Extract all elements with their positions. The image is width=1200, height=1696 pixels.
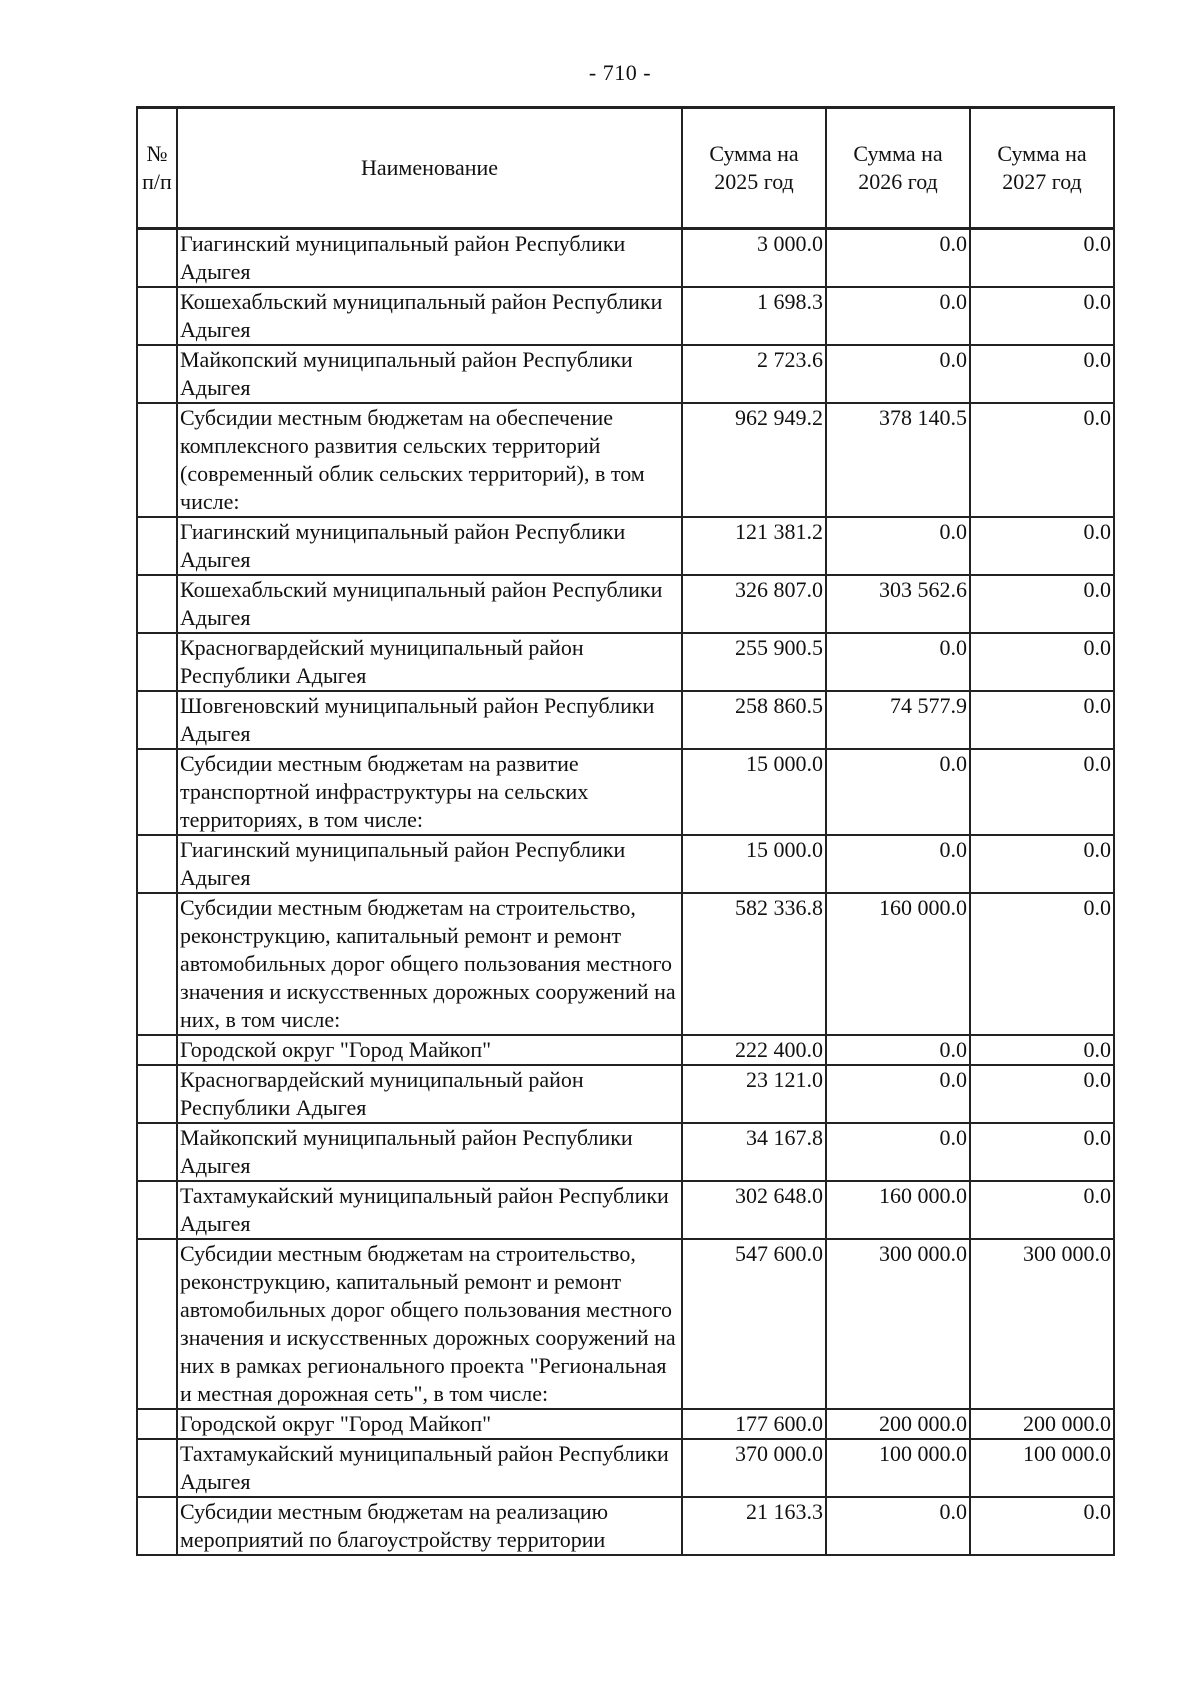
column-header-2025: Сумма на 2025 год [682, 108, 826, 229]
row-number-cell [137, 1123, 177, 1181]
amount-2027-cell: 0.0 [970, 1065, 1114, 1123]
amount-2026-cell: 200 000.0 [826, 1409, 970, 1439]
row-name-cell: Субсидии местным бюджетам на обеспечение комплексного развития сельских территорий (современный облик сельских территорий), в том числе: [177, 403, 682, 517]
table-row [137, 345, 1114, 403]
row-name-cell: Кошехабльский муниципальный район Республики Адыгея [177, 575, 682, 633]
row-name-cell: Красногвардейский муниципальный район Республики Адыгея [177, 1065, 682, 1123]
row-number-cell [137, 633, 177, 691]
row-name-cell: Кошехабльский муниципальный район Республики Адыгея [177, 287, 682, 345]
column-header-name: Наименование [177, 108, 682, 229]
amount-2027-cell: 0.0 [970, 691, 1114, 749]
amount-2026-cell: 300 000.0 [826, 1239, 970, 1409]
table-row [137, 691, 1114, 749]
amount-2026-cell: 303 562.6 [826, 575, 970, 633]
row-name-cell: Тахтамукайский муниципальный район Республики Адыгея [177, 1181, 682, 1239]
amount-2027-cell: 0.0 [970, 835, 1114, 893]
amount-2026-cell: 0.0 [826, 517, 970, 575]
row-name-cell: Субсидии местным бюджетам на развитие транспортной инфраструктуры на сельских территориях, в том числе: [177, 749, 682, 835]
row-number-cell [137, 1497, 177, 1555]
table-row [137, 1035, 1114, 1065]
row-name-cell: Субсидии местным бюджетам на строительство, реконструкцию, капитальный ремонт и ремонт автомобильных дорог общего пользования местного значения и искусственных дорожных сооружений на них, в том числе: [177, 893, 682, 1035]
amount-2026-cell: 0.0 [826, 229, 970, 288]
table-header-row [137, 108, 1114, 229]
amount-2025-cell: 177 600.0 [682, 1409, 826, 1439]
table-row [137, 633, 1114, 691]
row-number-cell [137, 229, 177, 288]
amount-2025-cell: 3 000.0 [682, 229, 826, 288]
amount-2026-cell: 100 000.0 [826, 1439, 970, 1497]
row-number-cell [137, 1439, 177, 1497]
row-number-cell [137, 893, 177, 1035]
row-number-cell [137, 345, 177, 403]
amount-2025-cell: 547 600.0 [682, 1239, 826, 1409]
row-number-cell [137, 287, 177, 345]
table-row [137, 1239, 1114, 1409]
row-number-cell [137, 403, 177, 517]
amount-2027-cell: 0.0 [970, 1035, 1114, 1065]
row-number-cell [137, 1239, 177, 1409]
table-row [137, 1409, 1114, 1439]
row-number-cell [137, 517, 177, 575]
amount-2027-cell: 100 000.0 [970, 1439, 1114, 1497]
amount-2026-cell: 0.0 [826, 1035, 970, 1065]
row-name-cell: Гиагинский муниципальный район Республики Адыгея [177, 517, 682, 575]
row-number-cell [137, 749, 177, 835]
amount-2026-cell: 0.0 [826, 633, 970, 691]
amount-2025-cell: 258 860.5 [682, 691, 826, 749]
amount-2025-cell: 15 000.0 [682, 749, 826, 835]
table-row [137, 287, 1114, 345]
table-row [137, 229, 1114, 288]
amount-2027-cell: 0.0 [970, 517, 1114, 575]
amount-2026-cell: 160 000.0 [826, 1181, 970, 1239]
page-number: - 710 - [588, 60, 652, 85]
row-name-cell: Городской округ "Город Майкоп" [177, 1035, 682, 1065]
table-row [137, 749, 1114, 835]
amount-2026-cell: 0.0 [826, 1123, 970, 1181]
amount-2027-cell: 0.0 [970, 287, 1114, 345]
amount-2025-cell: 23 121.0 [682, 1065, 826, 1123]
amount-2025-cell: 302 648.0 [682, 1181, 826, 1239]
amount-2025-cell: 15 000.0 [682, 835, 826, 893]
amount-2026-cell: 0.0 [826, 287, 970, 345]
amount-2025-cell: 370 000.0 [682, 1439, 826, 1497]
budget-table [136, 106, 1115, 1556]
amount-2027-cell: 0.0 [970, 345, 1114, 403]
amount-2026-cell: 0.0 [826, 835, 970, 893]
table-row [137, 517, 1114, 575]
table-row [137, 575, 1114, 633]
amount-2027-cell: 0.0 [970, 633, 1114, 691]
amount-2027-cell: 0.0 [970, 749, 1114, 835]
amount-2025-cell: 21 163.3 [682, 1497, 826, 1555]
amount-2026-cell: 0.0 [826, 1497, 970, 1555]
amount-2025-cell: 962 949.2 [682, 403, 826, 517]
table-row [137, 1439, 1114, 1497]
row-name-cell: Гиагинский муниципальный район Республики Адыгея [177, 835, 682, 893]
amount-2027-cell: 0.0 [970, 229, 1114, 288]
row-name-cell: Майкопский муниципальный район Республики Адыгея [177, 345, 682, 403]
table-row [137, 835, 1114, 893]
amount-2027-cell: 300 000.0 [970, 1239, 1114, 1409]
amount-2025-cell: 2 723.6 [682, 345, 826, 403]
row-name-cell: Тахтамукайский муниципальный район Республики Адыгея [177, 1439, 682, 1497]
table-body [137, 229, 1114, 1556]
amount-2027-cell: 0.0 [970, 1497, 1114, 1555]
amount-2025-cell: 255 900.5 [682, 633, 826, 691]
row-name-cell: Гиагинский муниципальный район Республики Адыгея [177, 229, 682, 288]
row-number-cell [137, 691, 177, 749]
table-row [137, 1181, 1114, 1239]
amount-2027-cell: 0.0 [970, 575, 1114, 633]
row-name-cell: Красногвардейский муниципальный район Республики Адыгея [177, 633, 682, 691]
amount-2026-cell: 378 140.5 [826, 403, 970, 517]
table-row [137, 1497, 1114, 1555]
row-number-cell [137, 1181, 177, 1239]
amount-2026-cell: 0.0 [826, 749, 970, 835]
column-header-2027: Сумма на 2027 год [970, 108, 1114, 229]
row-number-cell [137, 1035, 177, 1065]
amount-2027-cell: 0.0 [970, 893, 1114, 1035]
amount-2025-cell: 326 807.0 [682, 575, 826, 633]
row-name-cell: Субсидии местным бюджетам на реализацию мероприятий по благоустройству территории [177, 1497, 682, 1555]
row-number-cell [137, 575, 177, 633]
table-row [137, 403, 1114, 517]
amount-2025-cell: 582 336.8 [682, 893, 826, 1035]
row-name-cell: Субсидии местным бюджетам на строительство, реконструкцию, капитальный ремонт и ремонт автомобильных дорог общего пользования местного значения и искусственных дорожных сооружений на них в рамках регионального проекта "Региональная и местная дорожная сеть", в том числе: [177, 1239, 682, 1409]
row-name-cell: Майкопский муниципальный район Республики Адыгея [177, 1123, 682, 1181]
amount-2027-cell: 0.0 [970, 1181, 1114, 1239]
table-row [137, 1123, 1114, 1181]
amount-2027-cell: 0.0 [970, 1123, 1114, 1181]
amount-2025-cell: 222 400.0 [682, 1035, 826, 1065]
row-name-cell: Городской округ "Город Майкоп" [177, 1409, 682, 1439]
amount-2026-cell: 0.0 [826, 1065, 970, 1123]
amount-2026-cell: 0.0 [826, 345, 970, 403]
amount-2026-cell: 160 000.0 [826, 893, 970, 1035]
amount-2025-cell: 34 167.8 [682, 1123, 826, 1181]
row-number-cell [137, 1065, 177, 1123]
table-row [137, 1065, 1114, 1123]
amount-2025-cell: 121 381.2 [682, 517, 826, 575]
column-header-2026: Сумма на 2026 год [826, 108, 970, 229]
amount-2027-cell: 200 000.0 [970, 1409, 1114, 1439]
row-number-cell [137, 1409, 177, 1439]
row-name-cell: Шовгеновский муниципальный район Республики Адыгея [177, 691, 682, 749]
row-number-cell [137, 835, 177, 893]
column-header-num: № п/п [137, 108, 177, 229]
amount-2026-cell: 74 577.9 [826, 691, 970, 749]
amount-2027-cell: 0.0 [970, 403, 1114, 517]
table-row [137, 893, 1114, 1035]
amount-2025-cell: 1 698.3 [682, 287, 826, 345]
